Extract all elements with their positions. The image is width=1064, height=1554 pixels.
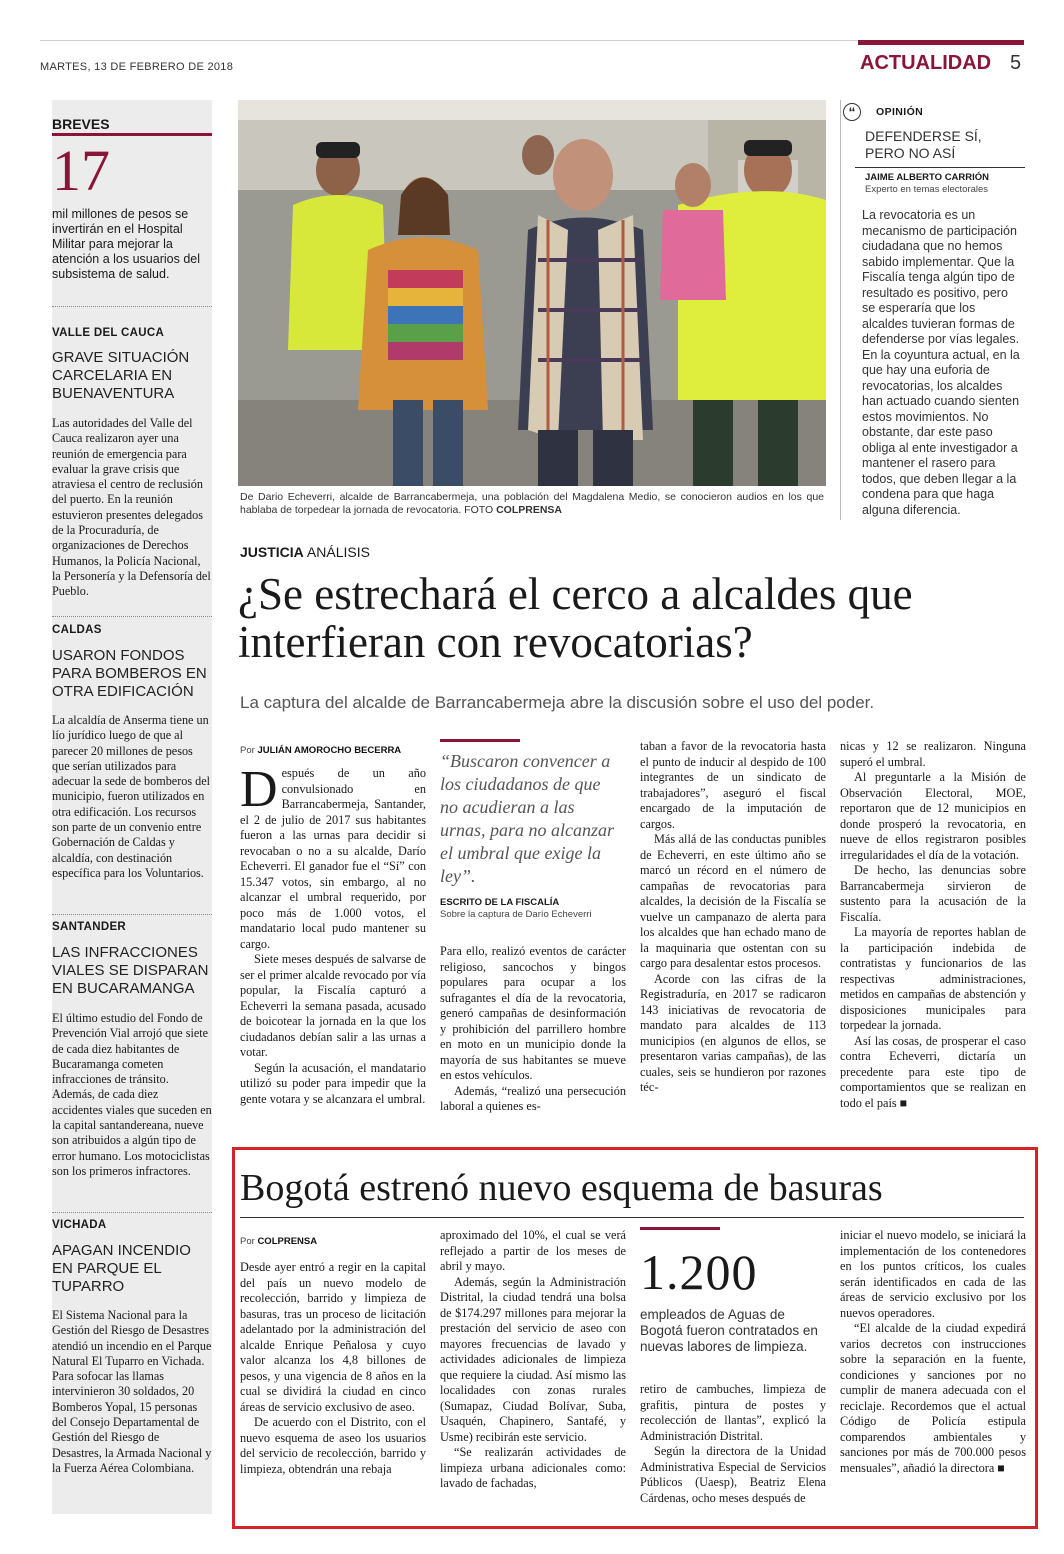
issue-date: MARTES, 13 DE FEBRERO DE 2018	[40, 61, 234, 73]
breve-headline: GRAVE SITUACIÓN CARCELARIA EN BUENAVENTURA	[52, 349, 190, 402]
article-column-2: Para ello, realizó eventos de carácter religioso, sancochos y bingos populares para ocupar a los sufragantes el día de la revocatoria, generó campañas de desinformación y prohibición del parrillero hombre en moto en un municipio donde la mayoría de sus habitantes se mueve en estos vehículos. Además, “realizó una persecución laboral a quienes es-	[440, 944, 626, 1113]
article-column-4: nicas y 12 se realizaron. Ninguna superó el umbral. Al preguntarle a la Misión de Observación Electoral, MOE, reportaron que de 12 municipios en donde prosperó la revocatoria, en nueve de ellos registraron posibles irregularidades el día de la votación. De hecho, las denuncias sobre Barrancabermeja sirvieron de sustento para la acusación de la Fiscalía. La mayoría de reportes hablan de la participación indebida de contratistas y funcionarios de las respectivas administraciones, metidos en campañas de abstención y disposiciones municipales para torpedear la jornada. Así las cosas, de prosperar el caso contra Echeverri, dictaría un precedente para este tipo de comportamientos que se realizan en todo el país ■	[840, 739, 1026, 1110]
article-headline: ¿Se estrechará el cerco a alcaldes que interfieran con revocatorias?	[238, 569, 913, 667]
end-mark: ■	[997, 1460, 1005, 1475]
box-rule	[240, 1217, 1024, 1218]
box-stat-bar	[640, 1227, 720, 1230]
article-column-3: taban a favor de la revocatoria hasta el punto de inducir al despido de 100 integrantes de un sindicato de trabajadores”, aseguró el fiscal encargado de la imputación de cargos. Más allá de las conductas punibles de Echeverri, en este último año se marcó un récord en el número de campañas de revocatorias para alcaldes, la decisión de la Fiscalía se vuelve un campanazo de alerta para los alcaldes que han echado mano de la maquinaria que ostentan con su cargo para desalentar estos procesos. Acorde con las cifras de la Registraduría, en 2017 se radicaron 143 iniciativas de revocatoria de mandato para alcaldes de 113 municipios (en algunos de ellos, se presentaron varias campañas), de las cuales, seis se hundieron por razones téc-	[640, 739, 826, 1094]
quote-author-role: Sobre la captura de Darío Echeverri	[440, 909, 592, 920]
opinion-text: La revocatoria es un mecanismo de participación ciudadana que no hemos sabido implementar. Que la Fiscalía tenga algún tipo de resultado es positivo, pero se esperaría que los alcaldes tuvieran formas de defenderse por vías legales. En la coyuntura actual, en la que hay una euforia de revocatorias, los alcaldes han actuado cuando sienten estos movimientos. No obstante, dar este paso obliga al ente investigador a mantener el rasero para todos, que deben llegar a la condena para que haga alguna diferencia.	[862, 208, 1020, 517]
opinion-author-role: Experto en temas electorales	[865, 184, 989, 195]
quote-bar	[440, 739, 520, 742]
quote-author: ESCRITO DE LA FISCALÍA	[440, 897, 560, 908]
page-number: 5	[1010, 52, 1022, 74]
breve-text: El Sistema Nacional para la Gestión del Riesgo de Desastres atendió un incendio en el Parque Natural El Tuparro en Vichada. Para sofocar las llamas intervinieron 30 soldados, 20 Bomberos Yopal, 15 personas del Consejo Departamental de Gestión del Riesgo de Desastres, la Armada Nacional y la Fuerza Aérea Colombiana.	[52, 1308, 212, 1475]
opinion-divider	[855, 167, 1025, 168]
box-headline: Bogotá estrenó nuevo esquema de basuras	[240, 1167, 883, 1209]
breve-divider	[52, 306, 212, 307]
breve-kicker: SANTANDER	[52, 921, 127, 933]
breve-kicker: VICHADA	[52, 1219, 107, 1231]
breves-big-number: 17	[52, 138, 110, 203]
breve-headline: USARON FONDOS PARA BOMBEROS EN OTRA EDIFICACIÓN	[52, 647, 207, 700]
article-subhead: La captura del alcalde de Barrancabermeja abre la discusión sobre el uso del poder.	[240, 693, 875, 712]
box-stat-text: empleados de Aguas de Bogotá fueron contratados en nuevas labores de limpieza.	[640, 1307, 818, 1354]
pull-quote: “Buscaron convencer a los ciudadanos de que no acudieran a las urnas, para no alcanzar el umbral que exige la ley”.	[440, 751, 615, 886]
breve-kicker: VALLE DEL CAUCA	[52, 327, 165, 339]
box-stat-number: 1.200	[640, 1244, 758, 1300]
news-photo	[238, 100, 826, 486]
section-bar	[858, 40, 1024, 45]
box-byline: Por COLPRENSA	[240, 1236, 318, 1247]
quote-icon: “	[843, 103, 861, 121]
breve-divider	[52, 1212, 212, 1213]
end-mark: ■	[899, 1095, 908, 1110]
photo-caption: De Dario Echeverri, alcalde de Barrancabermeja, una población del Magdalena Medio, se conocieron audios en los que hablaba de torpedear la jornada de revocatoria. FOTO COLPRENSA	[240, 491, 824, 516]
breve-headline: LAS INFRACCIONES VIALES SE DISPARAN EN BUCARAMANGA	[52, 944, 209, 997]
box-column-1: Desde ayer entró a regir en la capital del país un nuevo modelo de recolección, barrido y limpieza de basuras, tras un proceso de licitación adelantado por la administración del alcalde Enrique Peñalosa y cuyo valor alcanza los 4,8 billones de pesos, y una vigencia de 8 años en la cual se dividirá la ciudad en cinco áreas de servicio exclusivo de aseo. De acuerdo con el Distrito, con el nuevo esquema de aseo los usuarios del servicio de recolección, barrido y limpieza, obtendrán una rebaja	[240, 1260, 426, 1476]
section-title: ACTUALIDAD	[860, 52, 992, 74]
opinion-rule	[840, 100, 841, 520]
breves-title: BREVES	[52, 116, 110, 132]
breve-kicker: CALDAS	[52, 624, 102, 636]
breve-text: El último estudio del Fondo de Prevención Vial arrojó que siete de cada diez habitantes de Bucaramanga cometen infracciones de tránsito. Además, de cada diez accidentes viales que suceden en la capital santandereana, nueve son atribuidos a algún tipo de error humano. Los motociclistas son los primeros infractores.	[52, 1011, 212, 1178]
opinion-title: DEFENDERSE SÍ, PERO NO ASÍ	[865, 128, 982, 161]
breve-text: La alcaldía de Anserma tiene un lío jurídico luego de que al parecer 20 millones de pesos que serían utilizados para adecuar la sede de bomberos del municipio, fueron utilizados en otra edificación. Los recursos son parte de un convenio entre Gobernación de Caldas y alcaldía, con destinación específica para los Voluntarios.	[52, 713, 211, 880]
breve-divider	[52, 616, 212, 617]
article-byline: Por JULIÁN AMOROCHO BECERRA	[240, 745, 402, 756]
breves-big-text: mil millones de pesos se invertirán en el Hospital Militar para mejorar la atención a los usuarios del subsistema de salud.	[52, 207, 201, 281]
box-column-3: retiro de cambuches, limpieza de grafitis, pintura de postes y recolección de llantas”, explicó la Administración Distrital. Según la directora de la Unidad Administrativa Especial de Servicios Públicos (Uaesp), Beatriz Elena Cárdenas, ocho meses después de	[640, 1382, 826, 1505]
opinion-author: JAIME ALBERTO CARRIÓN	[865, 172, 990, 183]
breve-text: Las autoridades del Valle del Cauca realizaron ayer una reunión de emergencia para evaluar la grave crisis que atraviesa el centro de reclusión del puerto. En la reunión estuvieron presentes delegados de la Procuraduría, de organizaciones de Derechos Humanos, la Policía Nacional, la Personería y la Defensoría del Pueblo.	[52, 416, 211, 599]
breve-headline: APAGAN INCENDIO EN PARQUE EL TUPARRO	[52, 1242, 191, 1295]
breves-rule	[52, 133, 212, 136]
drop-cap: D	[240, 761, 278, 818]
breve-divider	[52, 914, 212, 915]
article-column-1: Después de un año convulsionado en Barrancabermeja, Santander, el 2 de julio de 2017 sus habitantes fueron a las urnas para decidir si revocaban o no a su alcalde, Darío Echeverri. El ganador fue el “Sí” con 15.347 votos, sin embargo, al no alcanzar el umbral requerido, por poco más de 1.000 votos, el mandatario local pudo mantener su cargo. Siete meses después de salvarse de ser el primer alcalde revocado por vía popular, la Fiscalía capturó a Echeverri la semana pasada, acusado de boicotear la jornada en la que los ciudadanos debían salir a las urnas a votar. Según la acusación, el mandatario utilizó su poder para impedir que la gente votara y se alcanzara el umbral.	[240, 761, 426, 1106]
opinion-kicker: OPINIÓN	[876, 106, 924, 118]
article-kicker: JUSTICIA ANÁLISIS	[240, 544, 370, 560]
box-column-4: iniciar el nuevo modelo, se iniciará la implementación de los contenedores en los puntos críticos, los cuales serán identificados en cada de las áreas de servicio exclusivo por los nuevos operadores. “El alcalde de la ciudad expedirá varios decretos con instrucciones sobre la separación en la fuente, condiciones y sanciones por no cumplir de manera adecuada con el reciclaje. Recordemos que el actual Código de Policía estipula comparendos ambientales y sanciones por más de 700.000 pesos mensuales”, añadió la directora ■	[840, 1228, 1026, 1475]
box-column-2: aproximado del 10%, el cual se verá reflejado a partir de los meses de abril y mayo. Además, según la Administración Distrital, la ciudad tendrá una bolsa de $174.297 millones para mejorar la prestación del servicio de aseo con mayores frecuencias de lavado y actividades adicionales de limpieza que requiere la ciudad. Así mismo las localidades con zonas rurales (Sumapaz, Ciudad Bolívar, Suba, Usaquén, Chapinero, Santafé, y Usme) recibirán este servicio. “Se realizarán actividades de limpieza urbana adicionales como: lavado de fachadas,	[440, 1228, 626, 1490]
